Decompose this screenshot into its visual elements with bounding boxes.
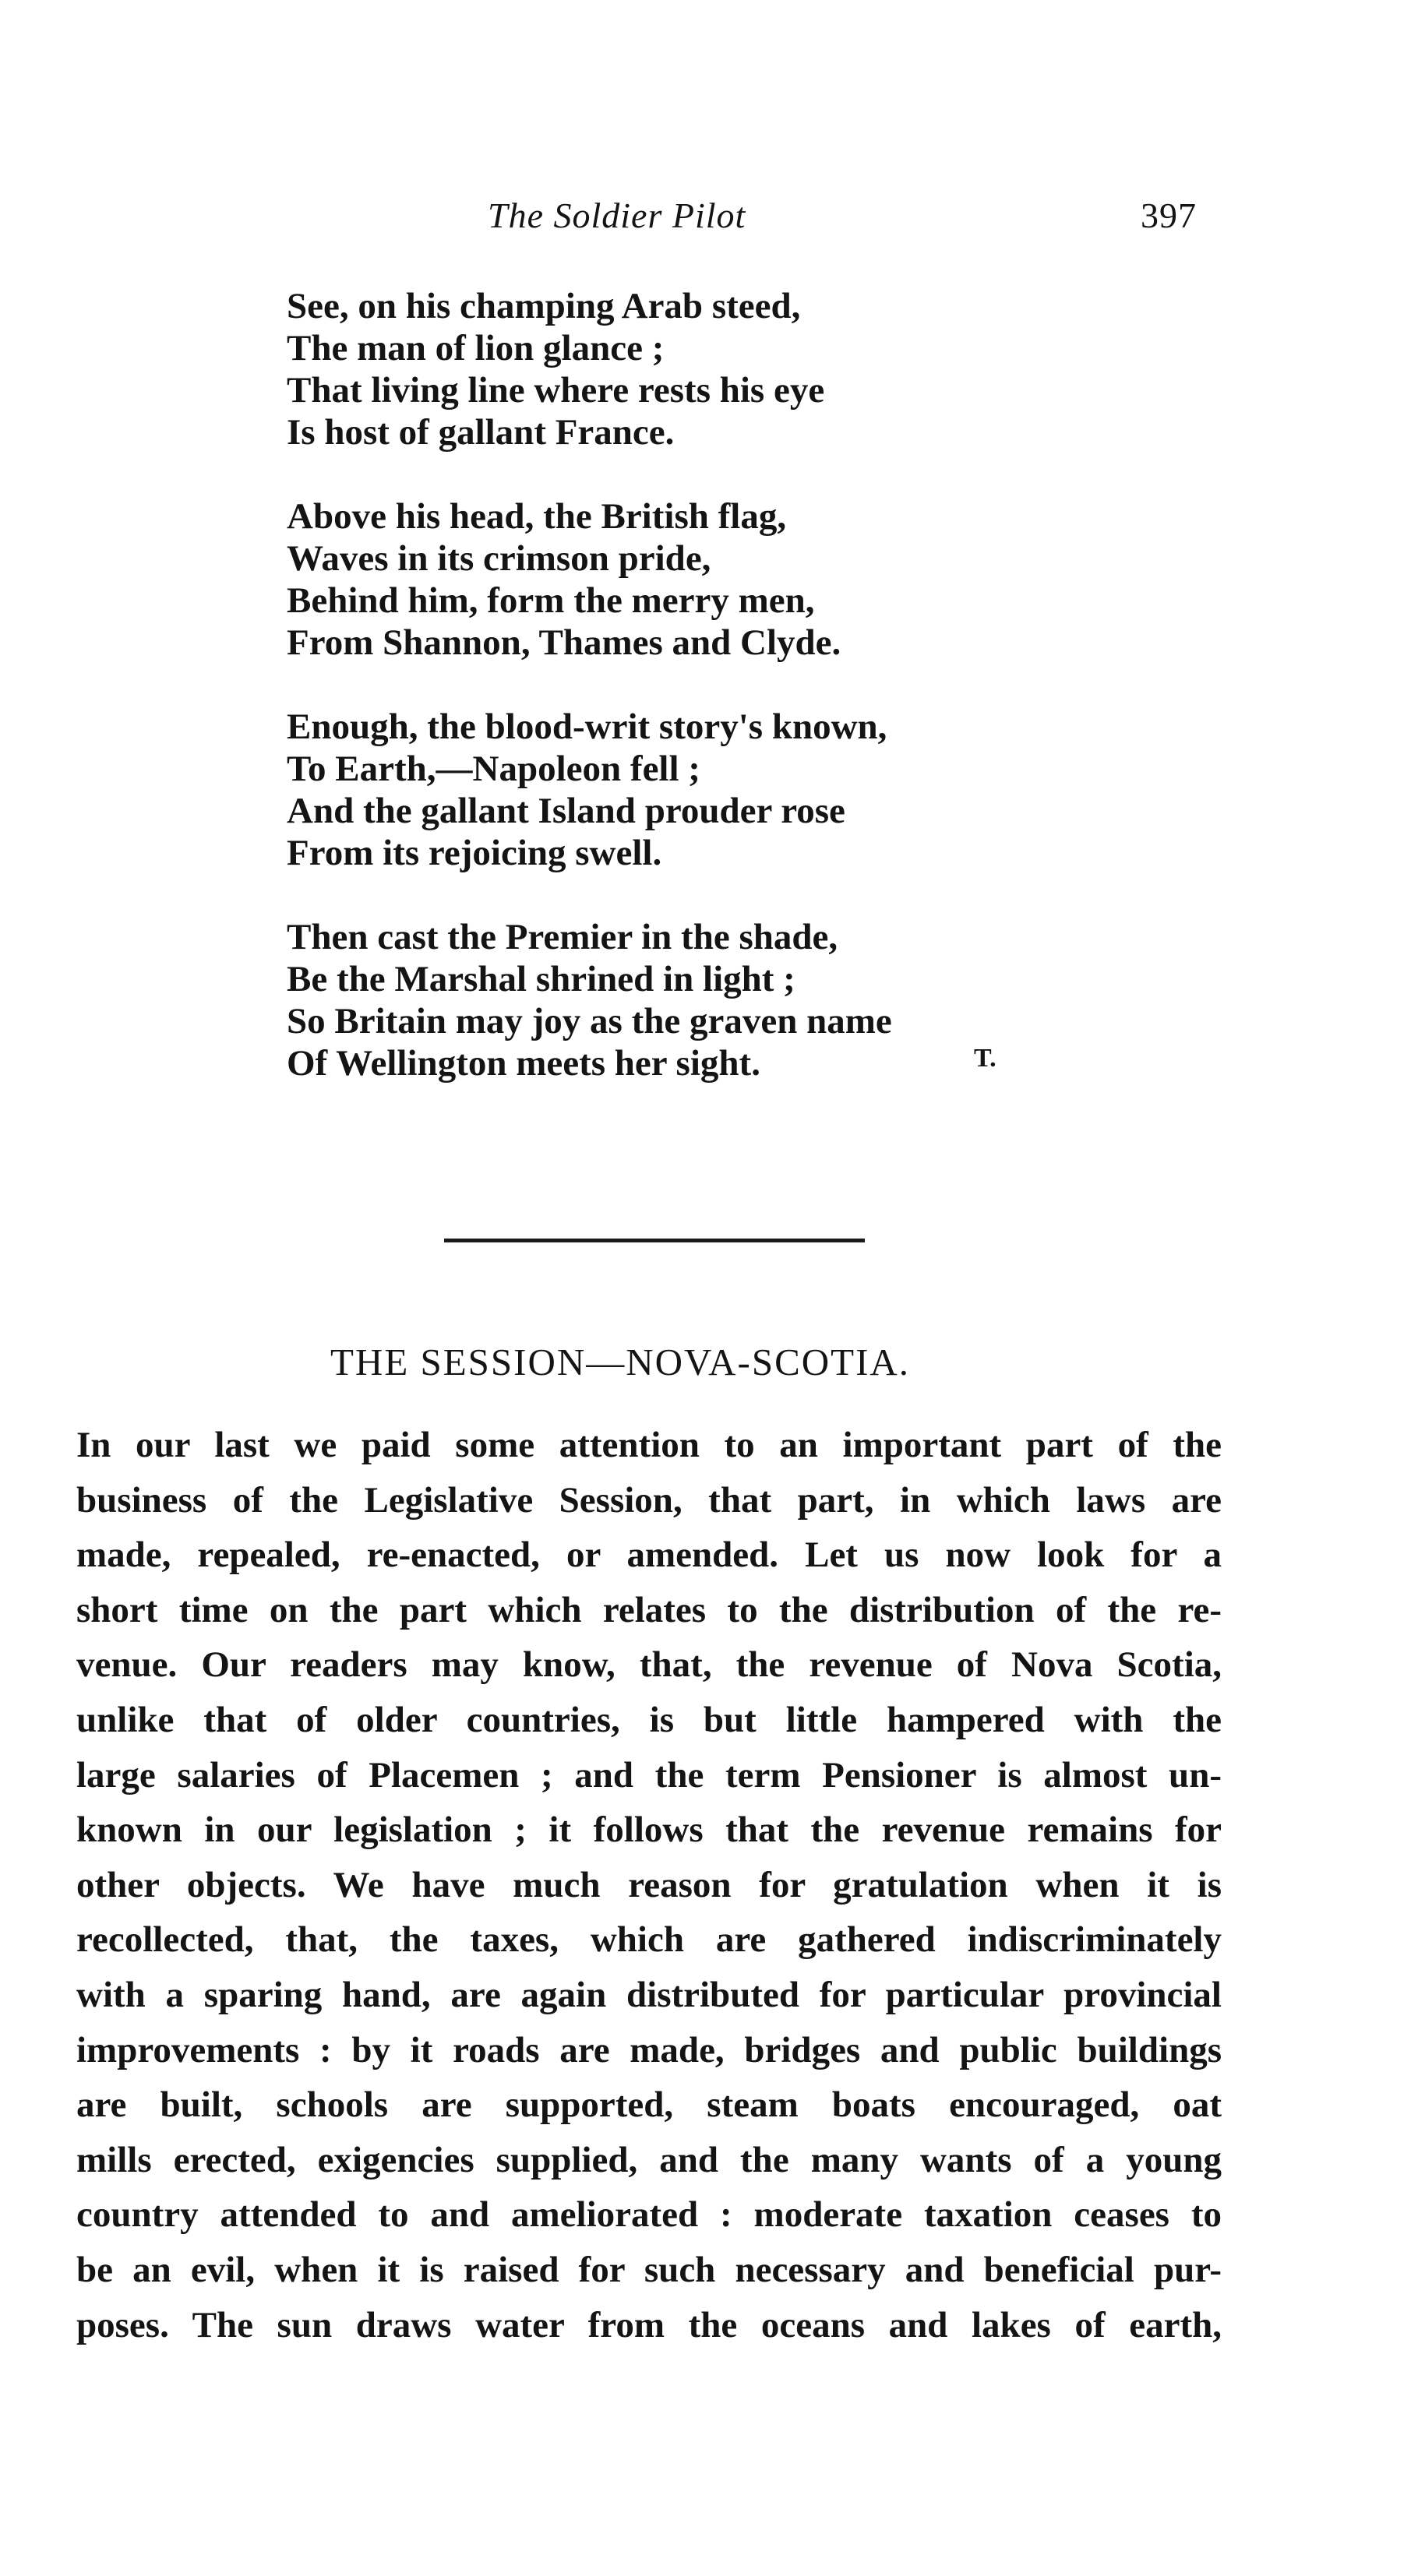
section-title: THE SESSION—NOVA-SCOTIA. xyxy=(330,1341,911,1383)
article-line: known in our legislation ; it follows that the revenue remains for xyxy=(76,1810,1222,1851)
page-number: 397 xyxy=(1141,196,1197,235)
section-divider xyxy=(444,1239,865,1242)
poem xyxy=(287,285,1066,1126)
poem-stanza xyxy=(287,706,1066,874)
article-line: made, repealed, re-enacted, or amended. Let us now look for a xyxy=(76,1535,1222,1576)
article-line: with a sparing hand, are again distributed for particular provincial xyxy=(76,1974,1222,2015)
verse-line: And the gallant Island prouder rose xyxy=(287,791,845,831)
verse-line: Above his head, the British flag, xyxy=(287,496,787,537)
verse-line: Enough, the blood-writ story's known, xyxy=(287,707,887,747)
article-line: be an evil, when it is raised for such necessary and beneficial pur- xyxy=(76,2249,1222,2290)
article-line: other objects. We have much reason for gratulation when it is xyxy=(76,1864,1222,1905)
verse-line: So Britain may joy as the graven name xyxy=(287,1001,892,1041)
article-body xyxy=(76,1418,1222,2352)
verse-line: Is host of gallant France. xyxy=(287,412,675,453)
article-line: business of the Legislative Session, that part, in which laws are xyxy=(76,1479,1222,1521)
poem-stanza xyxy=(287,495,1066,664)
running-title: The Soldier Pilot xyxy=(488,196,746,235)
article-line: recollected, that, the taxes, which are gathered indiscriminately xyxy=(76,1919,1222,1961)
poem-stanza xyxy=(287,285,1066,453)
article-line: unlike that of older countries, is but little hampered with the xyxy=(76,1699,1222,1740)
verse-line: Be the Marshal shrined in light ; xyxy=(287,959,795,999)
verse-line: Of Wellington meets her sight. xyxy=(287,1043,760,1084)
verse-line: Behind him, form the merry men, xyxy=(287,580,815,621)
article-line: country attended to and ameliorated : moderate taxation ceases to xyxy=(76,2194,1222,2236)
verse-line: The man of lion glance ; xyxy=(287,328,665,368)
article-line: improvements : by it roads are made, bridges and public buildings xyxy=(76,2029,1222,2070)
verse-line: Then cast the Premier in the shade, xyxy=(287,917,838,957)
verse-line: From Shannon, Thames and Clyde. xyxy=(287,622,841,663)
verse-line: Waves in its crimson pride, xyxy=(287,538,711,579)
running-head xyxy=(75,195,1220,249)
article-line: are built, schools are supported, steam boats encouraged, oat xyxy=(76,2084,1222,2126)
article-line: mills erected, exigencies supplied, and the many wants of a young xyxy=(76,2139,1222,2180)
article-line: large salaries of Placemen ; and the term Pensioner is almost un- xyxy=(76,1754,1222,1795)
article-line: venue. Our readers may know, that, the revenue of Nova Scotia, xyxy=(76,1644,1222,1686)
poem-signature: T. xyxy=(974,1044,996,1073)
article-line: poses. The sun draws water from the oceans and lakes of earth, xyxy=(76,2304,1222,2345)
article-line: In our last we paid some attention to an important part of the xyxy=(76,1425,1222,1465)
verse-line: To Earth,—Napoleon fell ; xyxy=(287,749,700,789)
verse-line: See, on his champing Arab steed, xyxy=(287,286,801,326)
verse-line: That living line where rests his eye xyxy=(287,370,825,411)
article-line: short time on the part which relates to the distribution of the re- xyxy=(76,1589,1222,1630)
verse-line: From its rejoicing swell. xyxy=(287,833,662,873)
poem-stanza xyxy=(287,916,1066,1084)
